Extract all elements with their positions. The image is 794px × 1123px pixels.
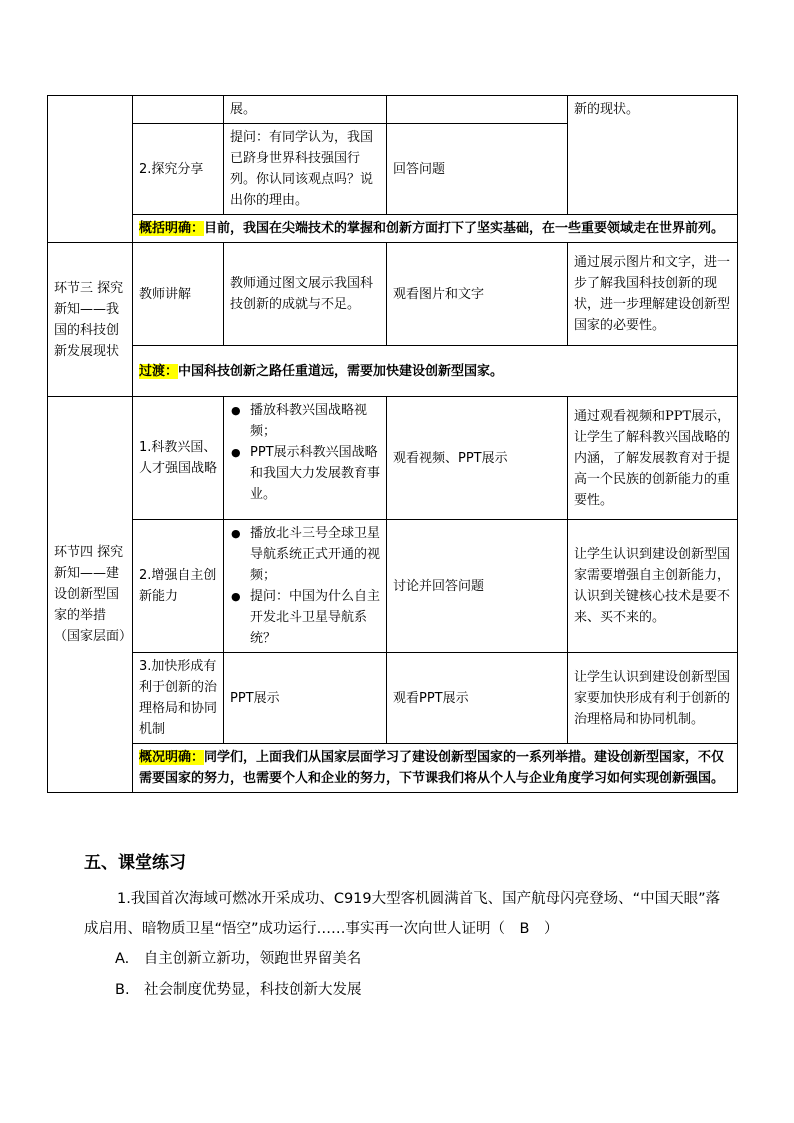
- student-activity-cell: 观看视频、PPT展示: [387, 397, 568, 520]
- teacher-activity-cell: 提问：有同学认为，我国已跻身世界科技强国行列。你认同该观点吗？说出你的理由。: [224, 124, 387, 215]
- activity-bullet: ● 播放北斗三号全球卫星导航系统正式开通的视频；: [250, 523, 380, 586]
- step-cell: 教师讲解: [133, 243, 224, 346]
- stage-four-cell: 环节四 探究新知——建设创新型国家的举措（国家层面）: [48, 397, 133, 793]
- lesson-plan-table: [47, 95, 738, 793]
- summary-cell: [133, 744, 738, 793]
- teacher-activity-cell: PPT展示: [224, 653, 387, 744]
- teacher-activity-cell: [224, 397, 387, 520]
- table-row: [48, 96, 738, 124]
- student-activity-cell: [387, 96, 568, 124]
- activity-bullet: ● PPT展示科教兴国战略和我国大力发展教育事业。: [250, 442, 380, 505]
- design-intent-cell: 让学生认识到建设创新型国家需要增强自主创新能力，认识到关键核心技术是要不来、买不来的。: [568, 520, 738, 653]
- table-row: [48, 653, 738, 744]
- student-activity-cell: 观看PPT展示: [387, 653, 568, 744]
- step-cell: 2.探究分享: [133, 124, 224, 215]
- stage-three-cell: 环节三 探究新知——我国的科技创新发展现状: [48, 243, 133, 397]
- summary-text: 目前，我国在尖端技术的掌握和创新方面打下了坚实基础，在一些重要领域走在世界前列。: [204, 221, 725, 236]
- step-cell: 1.科教兴国、人才强国战略: [133, 397, 224, 520]
- table-row: [48, 520, 738, 653]
- design-intent-cell: 通过观看视频和PPT展示，让学生了解科教兴国战略的内涵，了解发展教育对于提高一个民族的创新能力的重要性。: [568, 397, 738, 520]
- summary-text: 同学们，上面我们从国家层面学习了建设创新型国家的一系列举措。建设创新型国家，不仅需要国家的努力，也需要个人和企业的努力，下节课我们将从个人与企业角度学习如何实现创新强国。: [139, 750, 725, 786]
- table-row: [48, 215, 738, 243]
- activity-bullet: ● 提问：中国为什么自主开发北斗卫星导航系统？: [250, 586, 380, 649]
- option-b: B. 社会制度优势显，科技创新大发展: [115, 982, 362, 998]
- table-row: [48, 397, 738, 520]
- table-row: [48, 243, 738, 346]
- step-cell: 2.增强自主创新能力: [133, 520, 224, 653]
- teacher-activity-cell: [224, 520, 387, 653]
- question-text: 1.我国首次海域可燃冰开采成功、C919大型客机圆满首飞、国产航母闪亮登场、“中国天眼”落成启用、暗物质卫星“悟空”成功运行……事实再一次向世人证明（ B ）: [84, 891, 721, 937]
- table-row: [48, 346, 738, 397]
- stage-cell-continued: [48, 96, 133, 243]
- step-cell: [133, 96, 224, 124]
- section-heading: 五、课堂练习: [84, 853, 186, 873]
- summary-cell: [133, 215, 738, 243]
- design-intent-cell: 让学生认识到建设创新型国家要加快形成有利于创新的治理格局和协同机制。: [568, 653, 738, 744]
- summary-label: 概括明确：: [139, 221, 205, 236]
- table-row: [48, 744, 738, 793]
- summary-label: 概况明确：: [139, 750, 205, 765]
- student-activity-cell: 回答问题: [387, 124, 568, 215]
- transition-cell: [133, 346, 738, 397]
- transition-text: 中国科技创新之路任重道远，需要加快建设创新型国家。: [178, 363, 504, 379]
- design-intent-cell: 新的现状。: [568, 96, 738, 215]
- teacher-activity-cell: 展。: [224, 96, 387, 124]
- student-activity-cell: 讨论并回答问题: [387, 520, 568, 653]
- option-a: A. 自主创新立新功，领跑世界留美名: [115, 951, 362, 967]
- activity-bullet: ● 播放科教兴国战略视频；: [250, 400, 380, 442]
- step-cell: 3.加快形成有利于创新的治理格局和协同机制: [133, 653, 224, 744]
- design-intent-cell: 通过展示图片和文字，进一步了解我国科技创新的现状，进一步理解建设创新型国家的必要性。: [568, 243, 738, 346]
- transition-label: 过渡：: [139, 363, 179, 379]
- teacher-activity-cell: 教师通过图文展示我国科技创新的成就与不足。: [224, 243, 387, 346]
- student-activity-cell: 观看图片和文字: [387, 243, 568, 346]
